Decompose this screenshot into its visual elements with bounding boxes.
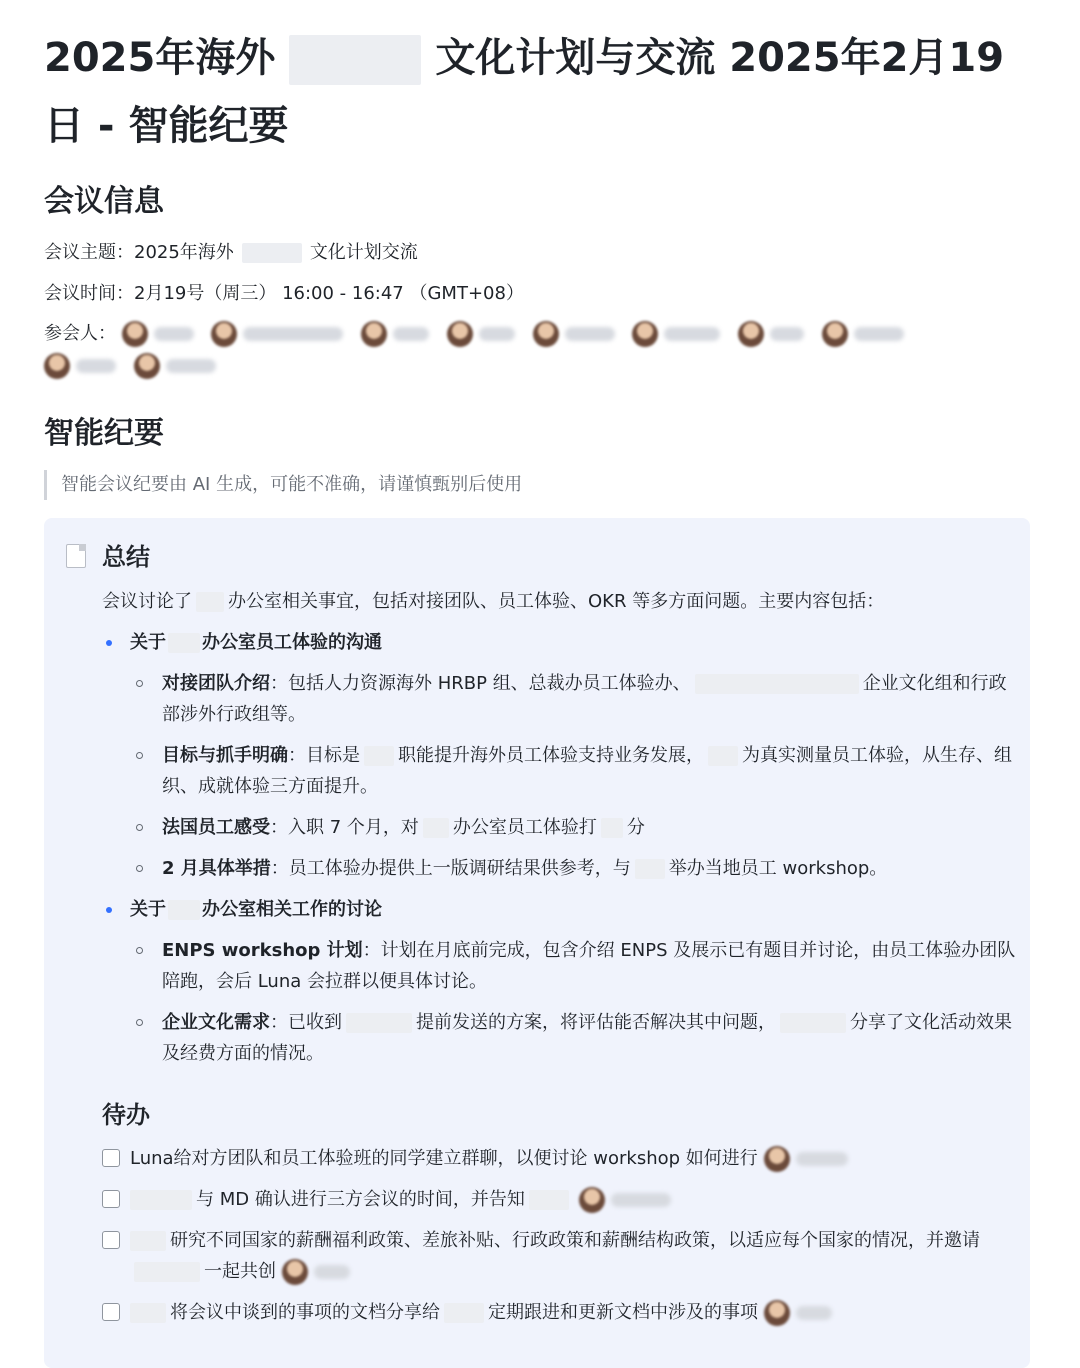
item-label: 法国员工感受 (162, 817, 270, 838)
attendee-chip[interactable] (211, 321, 343, 347)
attendees-list (44, 318, 984, 382)
meeting-info-heading: 会议信息 (44, 184, 164, 219)
redacted-block (444, 1303, 484, 1323)
redacted-block (168, 633, 200, 653)
avatar (211, 321, 237, 347)
redacted-name (854, 327, 904, 341)
todo-text-part2: 定期跟进和更新文档中涉及的事项 (488, 1302, 758, 1323)
attendee-chip[interactable] (361, 321, 429, 347)
todo-item (102, 1143, 1012, 1174)
assignee-chip[interactable] (282, 1259, 350, 1285)
redacted-block (130, 1231, 166, 1251)
attendees-label: 参会人： (44, 323, 116, 344)
todo-text-part1: 研究不同国家的薪酬福利政策、差旅补贴、行政政策和薪酬结构政策，以适应每个国家的情况，并邀请 (170, 1230, 980, 1251)
redacted-block (196, 592, 224, 612)
meeting-topic (44, 238, 418, 268)
item-label: 目标与抓手明确 (162, 745, 288, 766)
assignee-chip[interactable] (764, 1300, 832, 1326)
avatar (134, 353, 160, 379)
redacted-block (635, 859, 665, 879)
todo-item (102, 1184, 1012, 1215)
item-text-part1: ：已收到 (270, 1012, 342, 1033)
topic-label: 会议主题： (44, 242, 134, 263)
list-item (136, 1007, 1016, 1069)
assignee-chip[interactable] (764, 1146, 848, 1172)
item-text-part3: 分 (626, 817, 645, 838)
redacted-name (154, 327, 194, 341)
section-title-part2: 办公室员工体验的沟通 (202, 632, 382, 653)
title-text-part2: 文化计划与交流 2025年2月19日 - 智能纪要 (44, 35, 1005, 149)
time-label: 会议时间： (44, 283, 134, 304)
redacted-name (479, 327, 515, 341)
attendee-chip[interactable] (738, 321, 804, 347)
redacted-name (76, 359, 116, 373)
item-label: 2 月具体举措 (162, 858, 271, 879)
topic-text-part2: 文化计划交流 (309, 242, 418, 263)
redacted-block (130, 1190, 192, 1210)
redacted-block (364, 746, 394, 766)
item-text-part2: 办公室员工体验打 (452, 817, 597, 838)
item-label: 对接团队介绍 (162, 673, 270, 694)
document-title (44, 24, 1044, 160)
item-text-part1: ：计划在月底前完成，包含介绍 ENPS 及展示已有题目并讨论，由员工体验办团队陪跑，会后 Luna 会拉群以便具体讨论。 (162, 940, 1016, 992)
avatar (122, 321, 148, 347)
smart-summary-heading: 智能纪要 (44, 416, 164, 451)
redacted-block (601, 818, 623, 838)
redacted-block (695, 674, 859, 694)
assignee-chip[interactable] (579, 1187, 671, 1213)
item-text-part1: ：员工体验办提供上一版调研结果供参考，与 (270, 858, 631, 879)
section-title (106, 627, 1006, 658)
todo-checkbox[interactable] (102, 1231, 120, 1249)
intro-text-part1: 会议讨论了 (102, 591, 192, 612)
todo-text-part1: Luna给对方团队和员工体验班的同学建立群聊，以便讨论 workshop 如何进行 (130, 1148, 758, 1169)
title-text-part1: 2025年海外 (44, 35, 276, 81)
todo-checkbox[interactable] (102, 1190, 120, 1208)
attendee-chip[interactable] (44, 353, 116, 379)
intro-text-part2: 办公室相关事宜，包括对接团队、员工体验、OKR 等多方面问题。主要内容包括： (228, 591, 885, 612)
redacted-name (166, 359, 216, 373)
avatar (579, 1187, 605, 1213)
attendee-chip[interactable] (533, 321, 615, 347)
avatar (738, 321, 764, 347)
attendee-chip[interactable] (822, 321, 904, 347)
avatar (282, 1259, 308, 1285)
redacted-block (289, 35, 421, 85)
todo-item (102, 1225, 1012, 1287)
avatar (764, 1300, 790, 1326)
todo-text-part1: 将会议中谈到的事项的文档分享给 (170, 1302, 440, 1323)
todo-heading: 待办 (102, 1101, 150, 1129)
item-text-part2: 企业文化组和行政部涉外行政组等。 (162, 673, 1007, 725)
attendee-chip[interactable] (134, 353, 216, 379)
summary-intro (102, 586, 1002, 617)
avatar (447, 321, 473, 347)
item-label: 企业文化需求 (162, 1012, 270, 1033)
redacted-name (611, 1193, 671, 1207)
list-item (136, 668, 1016, 730)
document-icon (66, 544, 86, 568)
redacted-block (529, 1190, 569, 1210)
ai-disclaimer: 智能会议纪要由 AI 生成，可能不准确，请谨慎甄别后使用 (44, 470, 522, 500)
redacted-block (130, 1303, 166, 1323)
redacted-block (242, 243, 302, 263)
redacted-block (780, 1013, 846, 1033)
redacted-block (708, 746, 738, 766)
time-value: 2月19号（周三） 16:00 - 16:47 （GMT+08） (134, 283, 524, 304)
avatar (44, 353, 70, 379)
list-item (136, 740, 1016, 802)
item-text-part2: 提前发送的方案，将评估能否解决其中问题， (416, 1012, 776, 1033)
attendee-chip[interactable] (122, 321, 194, 347)
redacted-name (243, 327, 343, 341)
item-text-part3: 为真实测量员工体验，从生存、组织、成就体验三方面提升。 (162, 745, 1012, 797)
redacted-block (134, 1262, 200, 1282)
list-item (136, 935, 1016, 997)
todo-item (102, 1297, 1012, 1328)
redacted-block (168, 900, 200, 920)
todo-checkbox[interactable] (102, 1149, 120, 1167)
summary-heading: 总结 (102, 543, 150, 571)
item-label: ENPS workshop 计划 (162, 940, 363, 961)
topic-text-part1: 2025年海外 (134, 242, 234, 263)
list-item (136, 812, 1016, 843)
todo-text-part1: 与 MD 确认进行三方会议的时间，并告知 (196, 1189, 525, 1210)
redacted-name (770, 327, 804, 341)
redacted-name (664, 327, 720, 341)
redacted-block (346, 1013, 412, 1033)
redacted-name (393, 327, 429, 341)
item-text-part3: 分享了文化活动效果及经费方面的情况。 (162, 1012, 1012, 1064)
redacted-name (796, 1306, 832, 1320)
redacted-name (565, 327, 615, 341)
todo-checkbox[interactable] (102, 1303, 120, 1321)
section-title-part1: 关于 (130, 899, 166, 920)
section-title (106, 894, 1006, 925)
redacted-name (314, 1265, 350, 1279)
list-item (136, 853, 1016, 884)
meeting-time (44, 279, 524, 309)
item-text-part2: 举办当地员工 workshop。 (668, 858, 888, 879)
attendee-chip[interactable] (447, 321, 515, 347)
item-text-part1: ：目标是 (288, 745, 360, 766)
avatar (533, 321, 559, 347)
item-text-part1: ：包括人力资源海外 HRBP 组、总裁办员工体验办、 (270, 673, 691, 694)
item-text-part1: ：入职 7 个月，对 (270, 817, 419, 838)
section-title-part2: 办公室相关工作的讨论 (202, 899, 382, 920)
redacted-name (796, 1152, 848, 1166)
avatar (632, 321, 658, 347)
avatar (822, 321, 848, 347)
attendee-chip[interactable] (632, 321, 720, 347)
section-title-part1: 关于 (130, 632, 166, 653)
avatar (764, 1146, 790, 1172)
todo-text-part2: 一起共创 (204, 1261, 276, 1282)
summary-card (44, 518, 1030, 1368)
redacted-block (423, 818, 449, 838)
item-text-part2: 职能提升海外员工体验支持业务发展， (398, 745, 704, 766)
avatar (361, 321, 387, 347)
